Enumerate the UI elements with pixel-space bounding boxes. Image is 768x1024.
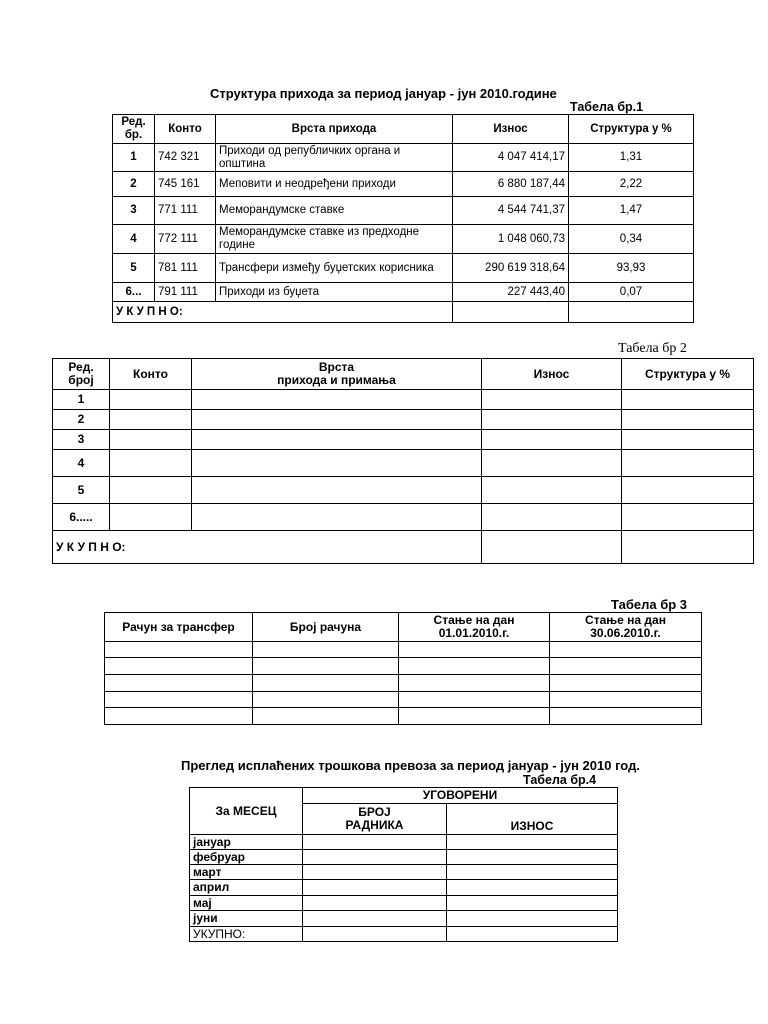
t2-total-label: У К У П Н О: <box>53 531 482 564</box>
table-row <box>190 880 618 896</box>
table3-caption: Табела бр 3 <box>611 597 688 612</box>
cell: 93,93 <box>569 254 694 283</box>
t2-header-type: Врста прихода и примања <box>192 359 482 390</box>
table4-caption: Табела бр.4 <box>523 773 597 787</box>
cell: 5 <box>53 477 110 504</box>
t2-header-structure: Структура у % <box>622 359 754 390</box>
table2 <box>52 358 754 564</box>
t4-total-label: УКУПНО: <box>190 927 303 942</box>
cell: мај <box>190 896 303 911</box>
cell: 6... <box>113 283 155 302</box>
table-row <box>105 658 702 675</box>
cell: Меморандумске ставке <box>216 197 453 225</box>
cell: 1 <box>113 144 155 172</box>
cell: Приходи од републичких органа и општина <box>216 144 453 172</box>
cell: 0,34 <box>569 225 694 254</box>
cell: 1 048 060,73 <box>453 225 569 254</box>
table4 <box>189 787 618 942</box>
t4-header-amount: ИЗНОС <box>447 804 618 835</box>
cell: 6 880 187,44 <box>453 172 569 197</box>
table-row <box>190 896 618 911</box>
cell: 1,47 <box>569 197 694 225</box>
t3-header-transfer: Рачун за трансфер <box>105 613 253 642</box>
t1-total-label: У К У П Н О: <box>113 302 453 323</box>
total-row <box>53 531 754 564</box>
t1-header-konto: Конто <box>155 115 216 144</box>
table-row <box>105 708 702 725</box>
table-row <box>113 197 694 225</box>
total-row <box>190 927 618 942</box>
cell: 290 619 318,64 <box>453 254 569 283</box>
cell: 771 111 <box>155 197 216 225</box>
table-row <box>190 911 618 927</box>
cell: 4 <box>53 450 110 477</box>
t4-header-contracted: УГОВОРЕНИ <box>303 788 618 804</box>
cell: 4 <box>113 225 155 254</box>
table-row <box>53 450 754 477</box>
table-row <box>190 850 618 865</box>
t4-header-month: За МЕСЕЦ <box>190 788 303 835</box>
table-row <box>190 835 618 850</box>
cell: Меповити и неодређени приходи <box>216 172 453 197</box>
cell: 3 <box>113 197 155 225</box>
table-row <box>190 865 618 880</box>
t1-header-structure: Структура у % <box>569 115 694 144</box>
total-row <box>113 302 694 323</box>
cell <box>453 302 569 323</box>
cell: 1 <box>53 390 110 410</box>
cell: 227 443,40 <box>453 283 569 302</box>
t1-header-type: Врста прихода <box>216 115 453 144</box>
t1-header-amount: Износ <box>453 115 569 144</box>
table1-caption: Табела бр.1 <box>570 100 644 114</box>
cell: 772 111 <box>155 225 216 254</box>
cell: 781 111 <box>155 254 216 283</box>
table-row <box>53 410 754 430</box>
t4-header-workers: БРОЈ РАДНИКА <box>303 804 447 835</box>
cell: 6..... <box>53 504 110 531</box>
table3 <box>104 612 702 725</box>
cell: 4 544 741,37 <box>453 197 569 225</box>
cell: јануар <box>190 835 303 850</box>
table-row <box>113 144 694 172</box>
cell: 742 321 <box>155 144 216 172</box>
table-row <box>53 390 754 410</box>
cell: 5 <box>113 254 155 283</box>
cell: април <box>190 880 303 896</box>
table-row <box>105 692 702 708</box>
table-row <box>53 504 754 531</box>
cell: 0,07 <box>569 283 694 302</box>
cell: 2,22 <box>569 172 694 197</box>
cell: 745 161 <box>155 172 216 197</box>
cell: 2 <box>113 172 155 197</box>
t3-header-account: Број рачуна <box>253 613 399 642</box>
cell: 3 <box>53 430 110 450</box>
cell: март <box>190 865 303 880</box>
cell: Трансфери између буџетских корисника <box>216 254 453 283</box>
cell: 791 111 <box>155 283 216 302</box>
table1 <box>112 114 694 323</box>
t2-header-no: Ред. број <box>53 359 110 390</box>
t2-header-konto: Конто <box>110 359 192 390</box>
cell: Меморандумске ставке из предходне године <box>216 225 453 254</box>
cell: јуни <box>190 911 303 927</box>
table-row <box>113 225 694 254</box>
table-row <box>113 283 694 302</box>
table1-title: Структура прихода за период јануар - јун 2010.године <box>210 86 557 101</box>
cell: 1,31 <box>569 144 694 172</box>
t3-header-balance-end: Стање на дан 30.06.2010.г. <box>550 613 702 642</box>
t2-header-amount: Износ <box>482 359 622 390</box>
t3-header-balance-start: Стање на дан 01.01.2010.г. <box>399 613 550 642</box>
table-row <box>113 254 694 283</box>
table2-caption: Табела бр 2 <box>618 341 687 356</box>
table-row <box>113 172 694 197</box>
table-row <box>105 675 702 692</box>
table-row <box>53 430 754 450</box>
cell: фебруар <box>190 850 303 865</box>
cell <box>569 302 694 323</box>
cell: 2 <box>53 410 110 430</box>
table-row <box>53 477 754 504</box>
cell: 4 047 414,17 <box>453 144 569 172</box>
table-row <box>105 642 702 658</box>
cell: Приходи из буџета <box>216 283 453 302</box>
table4-title: Преглед исплаћених трошкова превоза за период јануар - јун 2010 год. <box>181 758 640 773</box>
t1-header-no: Ред. бр. <box>113 115 155 144</box>
